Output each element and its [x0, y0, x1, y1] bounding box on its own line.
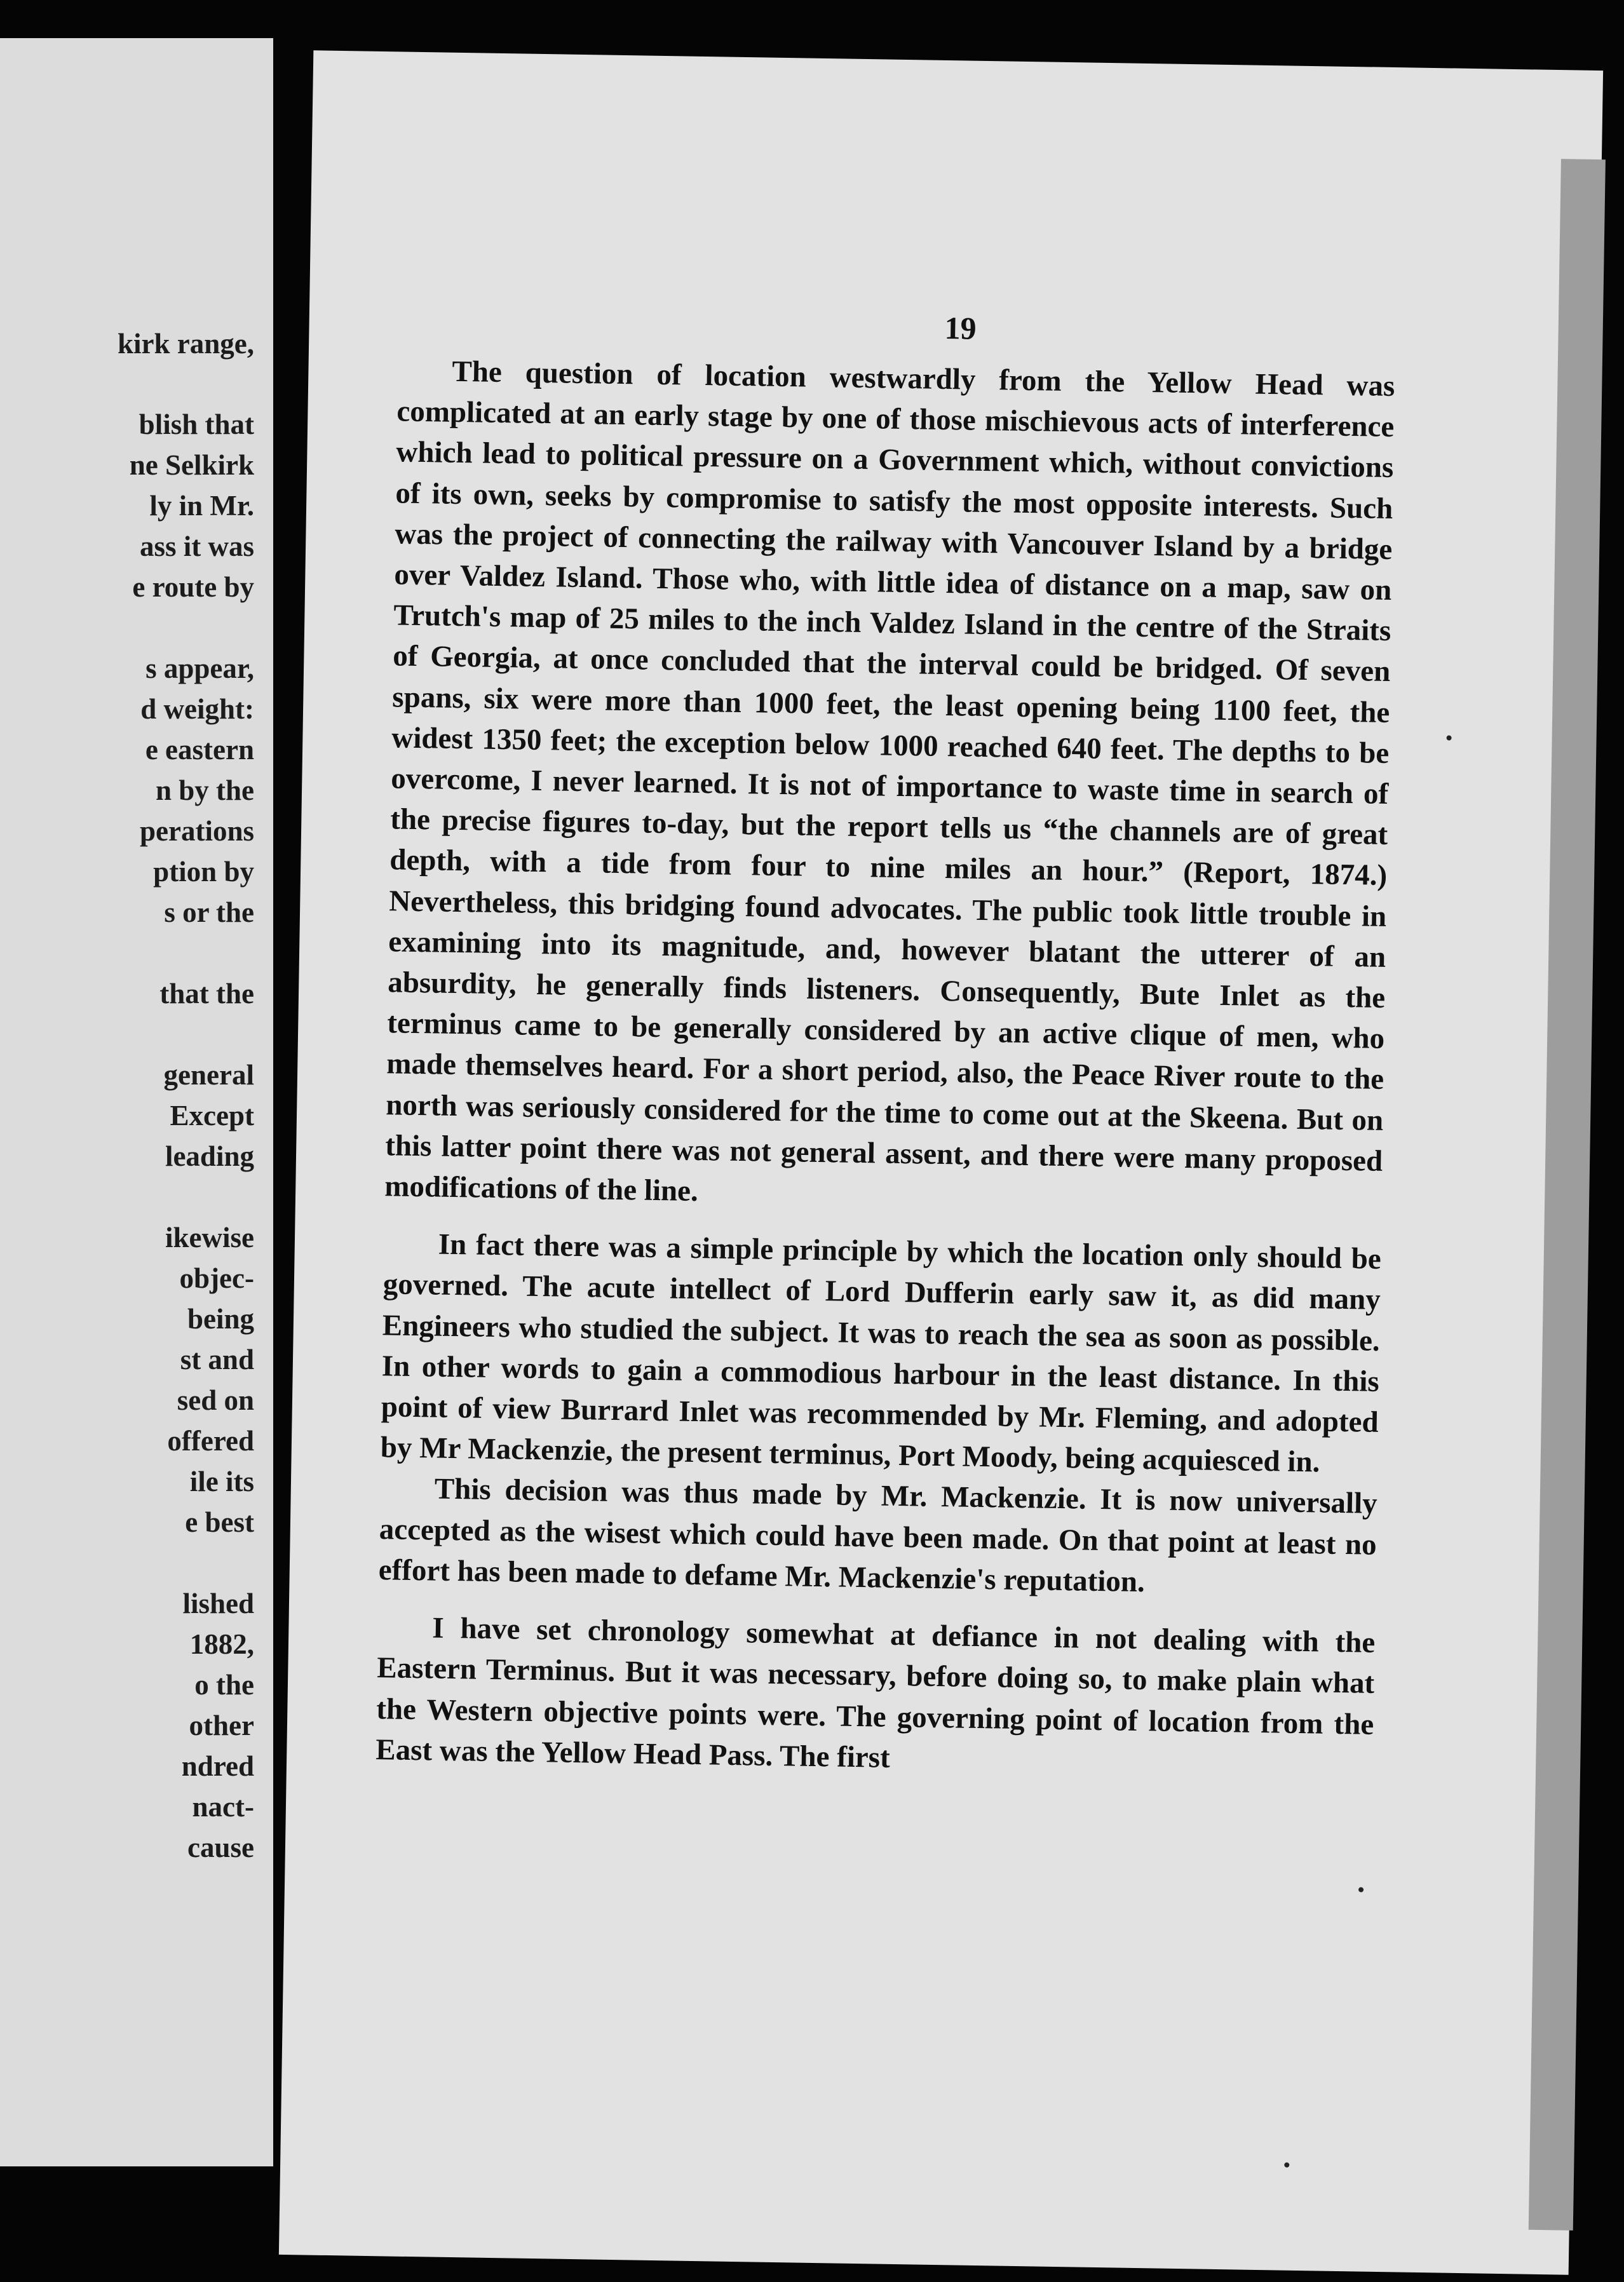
- facing-page-line: offered: [167, 1425, 254, 1457]
- speck: [1284, 2163, 1289, 2168]
- facing-page-line: ne Selkirk: [129, 449, 254, 481]
- facing-page-line: s appear,: [145, 652, 254, 684]
- facing-page-line: ly in Mr.: [149, 490, 254, 522]
- paragraph: This decision was thus made by Mr. Mackenzie. It is now universally accepted as the wisest which could have been made. On that point at least no effort has been made to defame Mr. Mackenzie's reputation.: [378, 1473, 1378, 1599]
- facing-page-line: sed on: [177, 1384, 254, 1416]
- facing-page-line: being: [187, 1303, 254, 1335]
- facing-page-line: n by the: [155, 774, 254, 806]
- paragraph: The question of location westwardly from the Yellow Head was complicated at an early stage by one of those mischievous acts of interference which lead to political pressure on a Government which, without convictions of its own, seeks by compromise to satisfy the most opposite interests. Such was the project of connecting the railway with Vancouver Island by a bridge over Valdez Island. Those who, with little idea of distance on a map, saw on Trutch's map of 25 miles to the inch Valdez Island in the centre of the Straits of Georgia, at once concluded that the interval could be bridged. Of seven spans, six were more than 1000 feet, the least opening being 1100 feet, the widest 1350 feet; the exception below 1000 reached 640 feet. The depths to be overcome, I never learned. It is not of importance to waste time in search of the precise figures to-day, but the report tells us “the channels are of great depth, with a tide from four to nine miles an hour.” (Report, 1874.) Nevertheless, this bridging found advocates. The public took little trouble in examining into its magnitude, and, however blatant the utterer of an absurdity, he generally finds listeners. Consequently, Bute Inlet as the terminus came to be generally considered by an active clique of men, who made themselves heard. For a short period, also, the Peace River route to the north was seriously considered for the time to come out at the Skeena. But on this latter point there was not general assent, and there were many proposed modifications of the line.: [384, 354, 1395, 1208]
- facing-page-line: kirk range,: [117, 328, 254, 360]
- facing-page-line: ass it was: [139, 530, 254, 562]
- page-body: [376, 350, 1395, 1785]
- facing-page-line: that the: [159, 978, 254, 1009]
- paragraph: In fact there was a simple principle by which the location only should be governed. The acute intellect of Lord Dufferin early saw it, as did many Engineers who studied the subject. It was to reach the sea as soon as possible. In other words to gain a commodious harbour in the least distance. In this point of view Burrard Inlet was recommended by Mr. Fleming, and adopted by Mr Mackenzie, the present terminus, Port Moody, being acquiesced in.: [380, 1227, 1382, 1479]
- facing-page-line: cause: [187, 1832, 254, 1863]
- facing-page-line: o the: [194, 1669, 254, 1701]
- facing-page-line: leading: [165, 1140, 254, 1172]
- facing-page-line: s or the: [164, 896, 254, 928]
- facing-page-line: perations: [140, 815, 254, 847]
- facing-page-line: e eastern: [145, 734, 254, 766]
- facing-page-line: st and: [180, 1344, 254, 1375]
- facing-page-line: d weight:: [140, 693, 254, 725]
- facing-page-line: Except: [170, 1100, 254, 1131]
- book-page: [279, 50, 1603, 2274]
- facing-page-line: ile its: [189, 1466, 254, 1497]
- facing-page-line: ikewise: [165, 1222, 254, 1253]
- facing-page-line: 1882,: [189, 1628, 254, 1660]
- facing-page-line: general: [163, 1059, 254, 1091]
- facing-page-line: ndred: [181, 1750, 254, 1782]
- facing-page-fragment: [0, 38, 273, 2166]
- page-edge: [1529, 159, 1606, 2231]
- paragraph: I have set chronology somewhat at defiance in not dealing with the Eastern Terminus. But it was necessary, before doing so, to make plain what the Western objective points were. The governing point of location from the East was the Yellow Head Pass. The first: [375, 1611, 1376, 1774]
- facing-page-line: e best: [185, 1506, 254, 1538]
- speck: [1447, 735, 1452, 740]
- facing-page-line: other: [189, 1710, 254, 1741]
- page-number: 19: [944, 309, 977, 346]
- facing-page-line: lished: [182, 1588, 254, 1619]
- speck: [1358, 1887, 1363, 1892]
- facing-page-line: objec-: [179, 1262, 254, 1294]
- facing-page-line: blish that: [139, 408, 254, 440]
- facing-page-line: nact-: [192, 1791, 254, 1823]
- facing-page-line: ption by: [153, 856, 254, 888]
- facing-page-line: e route by: [132, 571, 254, 603]
